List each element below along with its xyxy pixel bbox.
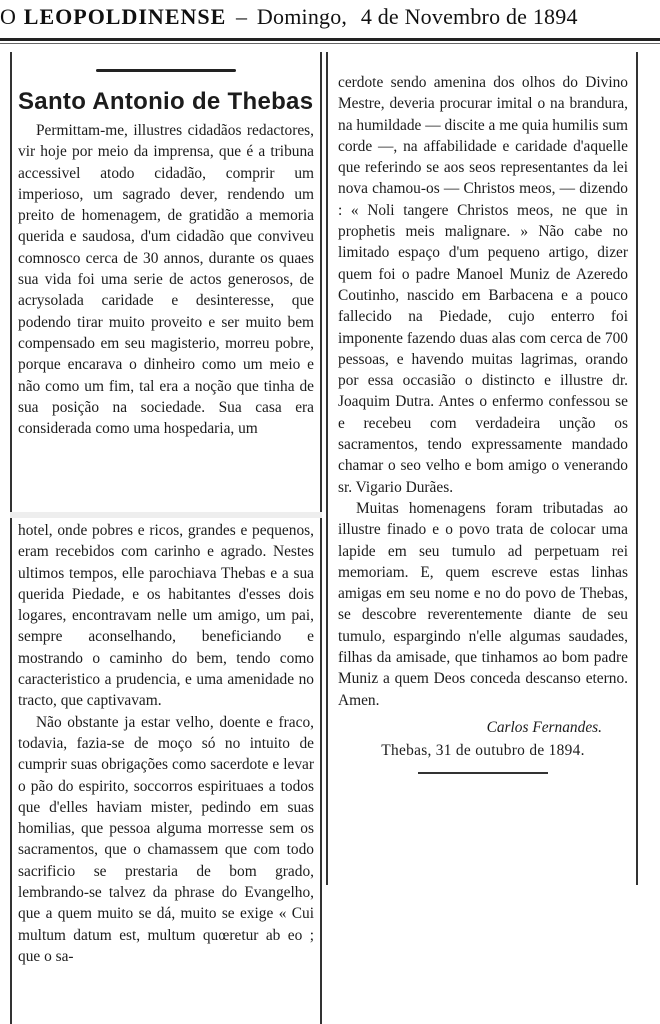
masthead-weekday: Domingo, — [256, 4, 348, 29]
article-paragraph: Permittam-me, illustres cidadãos redactores, vir hoje por meio da imprensa, que é a tribuna accessivel atodo cidadão, comprir um imperioso, um sagrado dever, rendendo um preito de homenagem, de gratidão a memoria querida e saudosa, d'um cidadão que conviveu comnosco cerca de 30 annos, durante os quaes sua vida foi uma serie de actos generosos, de acrysolada caridade e desinteresse, que podendo tirar muito proveito e ser muito bem compensado em seu magisterio, morreu pobre, porque encarava o dinheiro como um meio e não como um fim, tal era a noção que tinha de sua posição na sociedade. Sua casa era considerada como uma hospedaria, um — [18, 122, 314, 438]
masthead-rule-thin — [0, 43, 660, 44]
newspaper-name: LEOPOLDINENSE — [23, 4, 227, 29]
end-rule — [418, 772, 548, 774]
masthead-date: 4 de Novembro de 1894 — [360, 4, 578, 29]
article-column-left-top — [10, 52, 322, 512]
article-headline: Santo Antonio de Thebas — [18, 88, 314, 115]
masthead — [0, 0, 660, 36]
article-paragraph: cerdote sendo amenina dos olhos do Divino Mestre, deveria procurar imital o na brandura, na humildade — discite a me quia humilis sum corde —, na affabilidade e caridade d'aquelle que referindo se aos seos representantes da lei nova chamou-os — Christos meos, — dizendo : « Noli tangere Christos meos, ne que in prophetis meis malignare. » Não cabe no limitado espaço d'um pequeno artigo, dizer quem foi o padre Manoel Muniz de Azeredo Coutinho, nascido em Barbacena e a pouco fallecido na Piedade, cujo enterro foi imponente fazendo duas alas com cerca de 700 pessoas, e havendo muitas lagrimas, orando por essa occasião o distincto e illustre dr. Joaquim Dutra. Antes o enfermo confessou se e recebeu com verdadeira unção os sacramentos, tendo expressamente mandado chamar o seo velho e bom amigo o venerando sr. Vigario Durães. — [338, 74, 628, 496]
article-paragraph: hotel, onde pobres e ricos, grandes e pequenos, eram recebidos com carinho e agrado. Nestes ultimos tempos, elle parochiava Thebas e a sua querida Piedade, e os habitantes d'esses dois logares, encontravam nelle um amigo, um pai, sempre aconselhando, beneficiando e mostrando o caminho do bem, tendo como caracteristico a prudencia, e uma amenidade no tracto, que captivavam. — [18, 522, 314, 710]
article-dateline: Thebas, 31 de outubro de 1894. — [381, 742, 585, 760]
masthead-rule — [0, 38, 660, 41]
masthead-prefix: O — [0, 4, 17, 29]
article-column-left-bottom — [10, 518, 322, 1024]
author-signature: Carlos Fernandes. — [486, 718, 602, 736]
masthead-separator: – — [236, 4, 248, 29]
article-column-right — [326, 52, 638, 885]
article-paragraph: Muitas homenagens foram tributadas ao illustre finado e o povo trata de colocar uma lapide em seu tumulo ad perpetuam rei memoriam. E, quem escreve estas linhas amigas em seu nome e no do povo de Thebas, se descobre reverentemente diante de seu tumulo, espargindo n'elle algumas saudades, filhas da amisade, que tinhamos ao bom padre Muniz a quem Deos conceda descanso eterno. Amen. — [338, 499, 628, 709]
section-ornament — [18, 62, 314, 78]
article-paragraph: Não obstante ja estar velho, doente e fraco, todavia, fazia-se de moço só no intuito de cumprir suas obrigações como sacerdote e levar o pão do espirito, soccorros espirituaes a todos que d'elles haviam mister, pedindo em suas homilias, que pessoa alguma morresse sem os sacramentos, que o chamassem que com todo sacrificio se prestaria de bom grado, lembrando-se talvez da phrase do Evangelho, que a quem muito se dá, muito se exige « Cui multum datum est, multum quœretur ab eo ; que o sa- — [18, 713, 314, 965]
